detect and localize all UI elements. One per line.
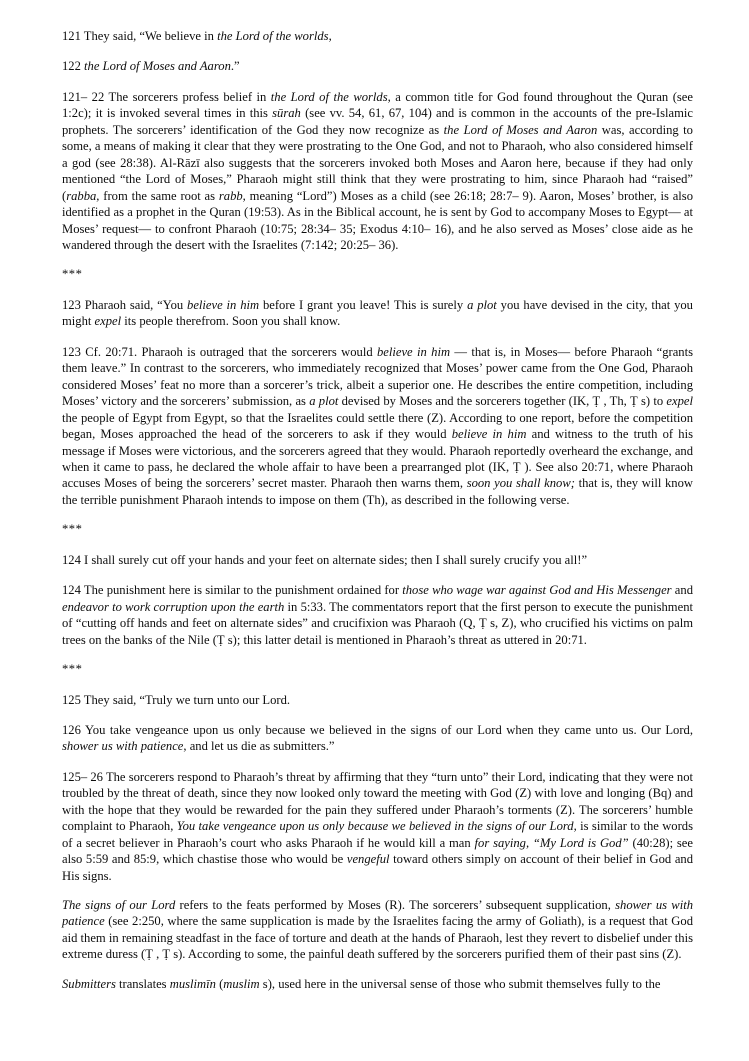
section-separator-3 (62, 661, 693, 677)
verse-123-text: 123 Pharaoh said, “You believe in him before I grant you leave! This is surely a plot you have devised in the city, that you might expel its people therefrom. Soon you shall know. (62, 297, 693, 329)
verse-125 (62, 692, 693, 708)
commentary-121-122-text: 121– 22 The sorcerers profess belief in the Lord of the worlds, a common title for God found throughout the Quran (see 1:2c); it is invoked several times in this sūrah (see vv. 54, 61, 67, 104) and is common in the accounts of the pre-Islamic prophets. The sorcerers’ identification of the God they now recognize as the Lord of Moses and Aaron was, according to some, a means of making it clear that they were prostrating to the One God, and not to Pharaoh, who also considered himself a god (see 28:38). Al-Rāzī also suggests that the sorcerers invoked both Moses and Aaron here, because if they had only mentioned “the Lord of Moses,” Pharaoh might still think that they were prostrating to him, since Pharaoh had “raised” (rabba, from the same root as rabb, meaning “Lord”) Moses as a child (see 26:18; 28:7– 9). Aaron, Moses’ brother, is also identified as a prophet in the Quran (19:53). As in the Biblical account, he is sent by God to accompany Moses to Egypt— at Moses’ request— to confront Pharaoh (10:75; 28:34– 35; Exodus 4:10– 16), and he also served as Moses’ close aide as he wandered through the desert with the Israelites (7:142; 20:25– 36). (62, 89, 693, 252)
separator-glyphs: *** (62, 662, 83, 677)
verse-124 (62, 552, 693, 568)
verse-122-text: 122 the Lord of Moses and Aaron.” (62, 59, 240, 74)
section-separator-1 (62, 266, 693, 282)
commentary-123-text: 123 Cf. 20:71. Pharaoh is outraged that the sorcerers would believe in him — that is, in Moses— before Pharaoh “grants them leave.” In contrast to the sorcerers, who immediately recognized that Moses’ power came from the One God, Pharaoh considered Moses’ feat no more than a sorcerer’s trick, albeit a superior one. He describes the entire competition, including Moses’ victory and the sorcerers’ submission, as a plot devised by Moses and the sorcerers together (IK, Ṭ , Th, Ṭ s) to expel the people of Egypt from Egypt, so that the Israelites could settle there (Z). According to one report, before the competition began, Moses approached the head of the sorcerers to ask if they would believe in him and witness to the truth of his message if Moses were victorious, and the sorcerers agreed that they would. Pharaoh reportedly overheard the exchange, and when it came to pass, he declared the whole affair to have been a prearranged plot (IK, Ṭ ). See also 20:71, where Pharaoh accuses Moses of being the sorcerers’ secret master. Pharaoh then warns them, soon you shall know; that is, they will know the terrible punishment Pharaoh intends to impose on them (Th), as described in the following verse. (62, 344, 694, 507)
commentary-124-text: 124 The punishment here is similar to the punishment ordained for those who wage war against God and His Messenger and endeavor to work corruption upon the earth in 5:33. The commentators report that the first person to execute the punishment of “cutting off hands and feet on alternate sides” and crucifixion was Pharaoh (Q, Ṭ s, Z), who crucified his victims on palm trees on the banks of the Nile (Ṭ s); this latter detail is mentioned in Pharaoh’s threat as uttered in 20:71. (62, 583, 693, 647)
verse-121-text: 121 They said, “We believe in the Lord of the worlds, (62, 29, 332, 43)
verse-122 (62, 58, 693, 74)
verse-125-text: 125 They said, “Truly we turn unto our Lord. (62, 692, 291, 707)
commentary-125-126-text: 125– 26 The sorcerers respond to Pharaoh’s threat by affirming that they “turn unto” their Lord, indicating that they were not troubled by the threat of death, since they now looked only toward the meeting with God (Z) with love and longing (Bq) and with the hope that they would be rewarded for the pain they suffered under Pharaoh’s torments (Z). The sorcerers’ humble complaint to Pharaoh, You take vengeance upon us only because we believed in the signs of our Lord, is similar to the words of a secret believer in Pharaoh’s court who asks Pharaoh if he would kill a man for saying, “My Lord is God” (40:28); see also 5:59 and 85:9, which chastise those who would be vengeful toward others simply on account of their belief in God and His signs. (62, 769, 694, 883)
commentary-125-126-part3-text: Submitters translates muslimīn (muslim s), used here in the universal sense of those who submit themselves fully to the (62, 976, 661, 991)
commentary-125-126-part2-text: The signs of our Lord refers to the feats performed by Moses (R). The sorcerers’ subsequent supplication, shower us with patience (see 2:250, where the same supplication is made by the Israelites facing the army of Goliath), is a request that God aid them in remaining steadfast in the face of torture and death at the hands of Pharaoh, lest they revert to disbelief under this extreme duress (Ṭ , Ṭ s). According to some, the painful death suffered by the sorcerers purified them of their past sins (Z). (62, 898, 694, 962)
commentary-124 (62, 582, 693, 648)
commentary-125-126 (62, 769, 693, 884)
verse-124-text: 124 I shall surely cut off your hands and your feet on alternate sides; then I shall surely crucify you all!” (62, 552, 588, 567)
commentary-125-126-part3 (62, 976, 693, 992)
verse-123 (62, 297, 693, 330)
commentary-123 (62, 344, 693, 509)
separator-glyphs: *** (62, 522, 83, 537)
verse-126-text: 126 You take vengeance upon us only because we believed in the signs of our Lord when they came unto us. Our Lord, shower us with patience, and let us die as submitters.” (62, 722, 693, 754)
section-separator-2 (62, 521, 693, 537)
verse-126 (62, 722, 693, 755)
separator-glyphs: *** (62, 267, 83, 282)
commentary-121-122 (62, 89, 693, 254)
verse-121 (62, 28, 693, 44)
commentary-125-126-part2 (62, 897, 693, 963)
page-text-column (62, 28, 693, 992)
